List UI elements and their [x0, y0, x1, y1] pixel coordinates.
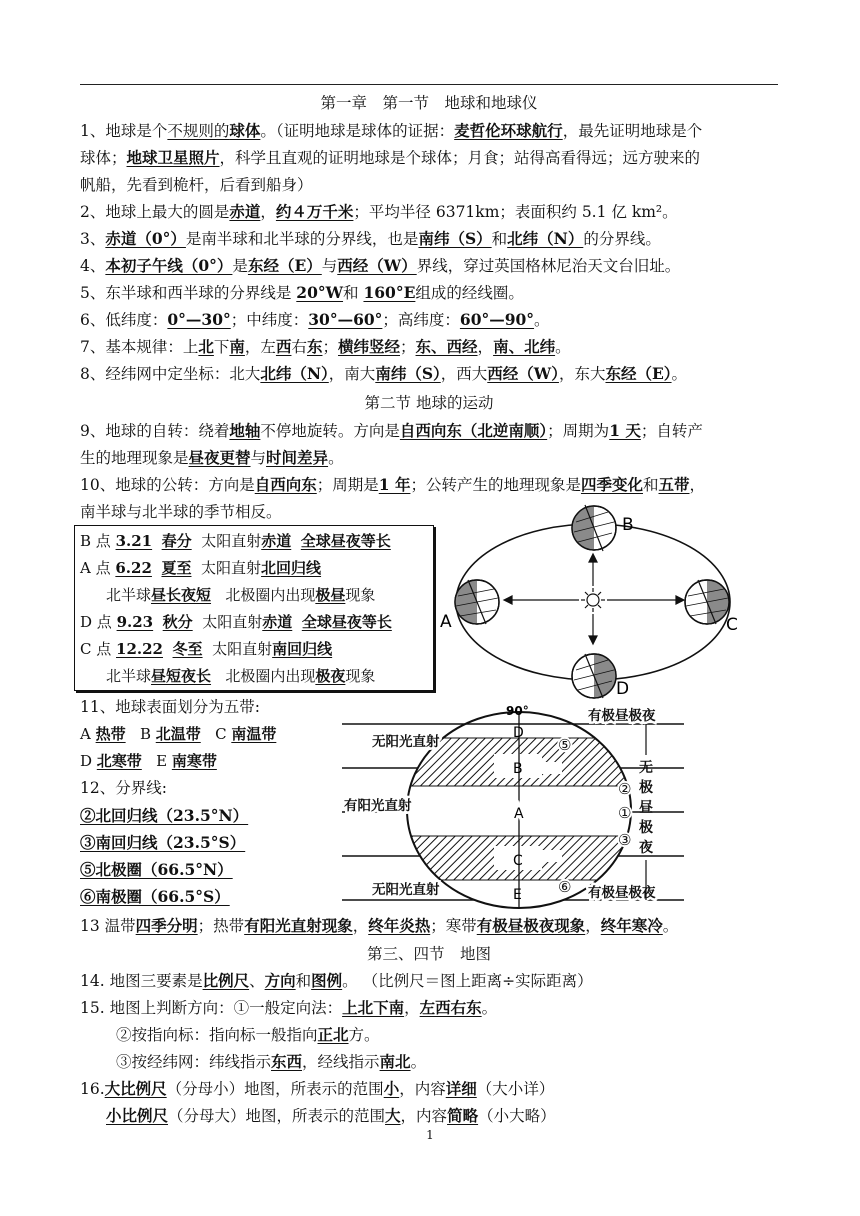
item-11: 11、地球表面划分为五带: [80, 698, 260, 716]
marker-2: ② [618, 780, 632, 798]
item-9: 9、地球的自转：绕着地轴不停地旋转。方向是自西向东（北逆南顺）；周期为1 天；自转产 [80, 421, 703, 440]
item-9-line-2: 生的地理现象是昼夜更替与时间差异。 [80, 448, 344, 467]
vertical-label-2: 极 [639, 780, 653, 796]
direct-sun-label: 有阳光直射 [344, 798, 412, 814]
item-5: 5、东半球和西半球的分界线是 20°W和 160°E组成的经线圈。 [80, 283, 524, 302]
zone-letter-b: B [513, 761, 523, 777]
zones-row-1: A 热带 B 北温带 C 南温带 [80, 725, 277, 743]
season-d: D 点 9.23 秋分 太阳直射赤道 全球昼夜等长 [80, 613, 392, 631]
item-10: 10、地球的公转：方向是自西向东；周期是1 年；公转产生的地理现象是四季变化和五带， [80, 475, 706, 494]
item-8: 8、经纬网中定坐标：北大北纬（N），南大南纬（S），西大西经（W），东大东经（E）。 [80, 364, 688, 383]
item-15: 15. 地图上判断方向：①一般定向法：上北下南，左西右东。 [80, 998, 498, 1017]
marker-5: ⑤ [558, 736, 572, 754]
marker-6: ⑥ [558, 878, 572, 896]
zone-letter-a: A [514, 806, 524, 822]
item-14: 14. 地图三要素是比例尺、方向和图例。 （比例尺＝图上距离÷实际距离） [80, 971, 593, 990]
zone-letter-d: D [513, 725, 524, 741]
item-7: 7、基本规律：上北下南，左西右东；横纬竖经；东、西经，南、北纬。 [80, 337, 571, 356]
earth-c [685, 580, 729, 624]
marker-3: ③ [618, 831, 632, 849]
item-1-line-2: 球体；地球卫星照片，科学且直观的证明地球是个球体；月食；站得高看得远；远方驶来的 [80, 148, 701, 167]
item-10-line-2: 南半球与北半球的季节相反。 [80, 503, 282, 521]
chapter-title: 第一章 第一节 地球和地球仪 [320, 94, 538, 112]
five-zones-diagram [336, 700, 688, 912]
boundary-arctic-circle: ⑤北极圈（66.5°N） [80, 860, 233, 879]
orbit-label-a: A [440, 612, 452, 632]
marker-1: ① [618, 804, 632, 822]
season-b: B 点 3.21 春分 太阳直射赤道 全球昼夜等长 [80, 532, 391, 550]
season-c-note: 北半球昼短夜长 北极圈内出现极夜现象 [106, 667, 376, 685]
item-12: 12、分界线: [80, 779, 167, 797]
sun-ray-arrows [504, 554, 684, 644]
zone-letter-c: C [513, 853, 523, 869]
no-direct-sun-south: 无阳光直射 [372, 882, 440, 898]
item-1: 1、地球是个不规则的球体。（证明地球是球体的证据：麦哲伦环球航行，最先证明地球是个 [80, 121, 703, 140]
vertical-label-1: 无 [639, 760, 653, 776]
orbit-label-d: D [616, 679, 630, 699]
item-4: 4、本初子午线（0°）是东经（E）与西经（W）界线，穿过英国格林尼治天文台旧址。 [80, 256, 681, 275]
section-3-title: 第三、四节 地图 [366, 945, 491, 963]
pole-label: 90° [506, 704, 529, 718]
page-number: 1 [426, 1128, 434, 1142]
header-rule [80, 84, 778, 85]
boundary-antarctic-circle: ⑥南极圈（66.5°S） [80, 887, 230, 906]
item-2: 2、地球上最大的圆是赤道，约４万千米；平均半径 6371km；表面积约 5.1 亿 km²。 [80, 202, 678, 221]
item-3: 3、赤道（0°）是南半球和北半球的分界线，也是南纬（S）和北纬（N）的分界线。 [80, 229, 661, 248]
polar-day-night-south: 有极昼极夜 [588, 885, 656, 901]
vertical-label-4: 极 [639, 820, 653, 836]
boundary-tropic-capricorn: ③南回归线（23.5°S） [80, 833, 246, 852]
section-2-title: 第二节 地球的运动 [364, 394, 494, 412]
item-15-line-2: ②按指向标：指向标一般指向正北方。 [116, 1025, 380, 1044]
zones-row-2: D 北寒带 E 南寒带 [80, 752, 217, 770]
vertical-label-3: 昼 [639, 800, 653, 816]
zone-letter-e: E [513, 887, 522, 903]
no-direct-sun-north: 无阳光直射 [372, 734, 440, 750]
orbit-label-b: B [622, 515, 634, 535]
season-a-note: 北半球昼长夜短 北极圈内出现极昼现象 [106, 586, 376, 604]
item-15-line-3: ③按经纬网：纬线指示东西，经线指示南北。 [116, 1052, 427, 1071]
boundary-tropic-cancer: ②北回归线（23.5°N） [80, 806, 249, 825]
item-16: 16.大比例尺（分母小）地图，所表示的范围小，内容详细（大小详） [80, 1079, 555, 1098]
item-16-line-2: 小比例尺（分母大）地图，所表示的范围大，内容简略（小大略） [106, 1106, 556, 1125]
item-13: 13 温带四季分明；热带有阳光直射现象，终年炎热；寒带有极昼极夜现象，终年寒冷。 [80, 916, 679, 935]
earth-b [572, 505, 616, 551]
earth-d [572, 654, 616, 698]
item-6: 6、低纬度：0°—30°；中纬度：30°—60°；高纬度：60°—90°。 [80, 310, 550, 329]
earth-a [455, 580, 499, 624]
item-1-line-3: 帆船，先看到桅杆，后看到船身） [80, 176, 313, 194]
orbit-diagram [436, 500, 776, 700]
season-a: A 点 6.22 夏至 太阳直射北回归线 [80, 559, 322, 577]
vertical-label-5: 夜 [639, 840, 653, 856]
polar-day-night-north: 有极昼极夜 [588, 708, 656, 724]
season-c: C 点 12.22 冬至 太阳直射南回归线 [80, 640, 333, 658]
orbit-label-c: C [726, 615, 738, 635]
sun-icon [581, 588, 605, 612]
